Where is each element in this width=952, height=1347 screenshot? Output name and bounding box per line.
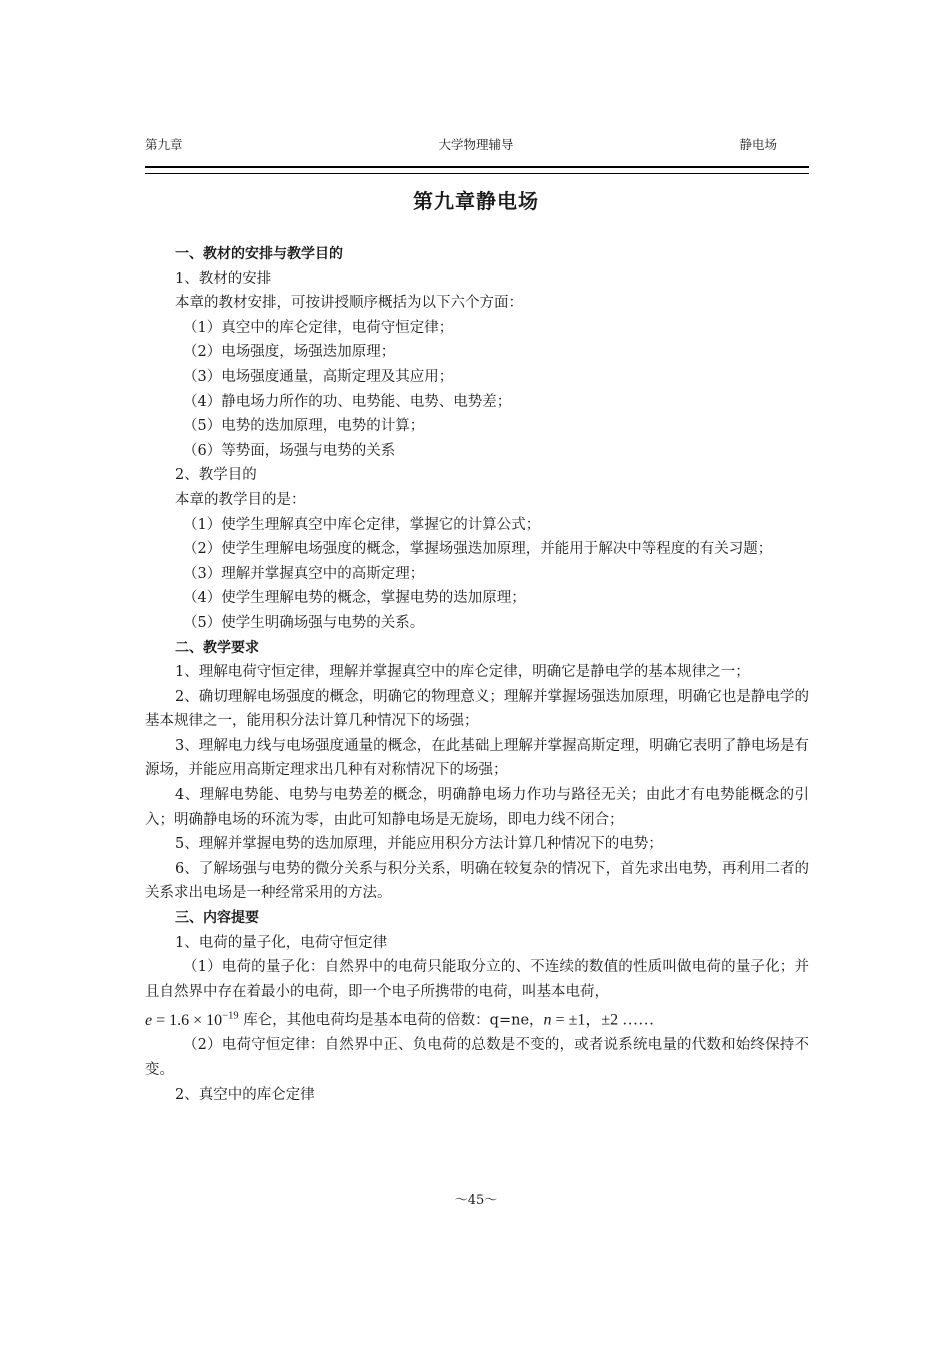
requirement-item: 1、理解电荷守恒定律，理解并掌握真空中的库仑定律，明确它是静电学的基本规律之一； bbox=[175, 664, 750, 681]
formula-text: 库仑，其他电荷均是基本电荷的倍数：q=ne， bbox=[243, 1012, 544, 1029]
formula-n-values: = ±1，±2 …… bbox=[551, 1011, 655, 1029]
list-item: （2）电场强度，场强迭加原理； bbox=[183, 344, 396, 361]
header-book-title: 大学物理辅导 bbox=[438, 137, 514, 152]
list-item: （6）等势面，场强与电势的关系 bbox=[183, 442, 396, 459]
chapter-title: 第九章静电场 bbox=[413, 189, 539, 213]
paragraph: 本章的教材安排，可按讲授顺序概括为以下六个方面： bbox=[175, 295, 523, 312]
page-number: ～45～ bbox=[454, 1193, 498, 1208]
formula-value: = 1.6 × 10 bbox=[152, 1011, 223, 1029]
section-heading-3: 三、内容提要 bbox=[175, 910, 259, 927]
header-rule-thin bbox=[145, 173, 809, 174]
subheading-charge-quantization: 1、电荷的量子化，电荷守恒定律 bbox=[175, 934, 388, 951]
list-item: （2）使学生理解电场强度的概念，掌握场强迭加原理，并能用于解决中等程度的有关习题； bbox=[183, 541, 773, 558]
formula-exponent: −19 bbox=[222, 1010, 239, 1022]
subheading-coulomb-law: 2、真空中的库仑定律 bbox=[175, 1086, 315, 1103]
header-rule-thick bbox=[145, 166, 809, 168]
list-item: （1）使学生理解真空中库仑定律，掌握它的计算公式； bbox=[183, 516, 541, 533]
formula-multiples bbox=[544, 1012, 655, 1029]
symbol-e: e bbox=[145, 1011, 153, 1029]
section-heading-2: 二、教学要求 bbox=[175, 639, 259, 656]
symbol-n: n bbox=[543, 1011, 552, 1029]
list-item: （3）理解并掌握真空中的高斯定理； bbox=[183, 565, 425, 582]
list-item: （3）电场强度通量，高斯定理及其应用； bbox=[183, 368, 454, 385]
paragraph: 本章的教学目的是： bbox=[175, 491, 306, 508]
list-item: （5）电势的迭加原理，电势的计算； bbox=[183, 418, 425, 435]
list-item: （1）真空中的库仑定律，电荷守恒定律； bbox=[183, 319, 454, 336]
list-item: （4）使学生理解电势的概念，掌握电势的迭加原理； bbox=[183, 590, 526, 607]
formula-line bbox=[145, 1004, 809, 1033]
document-body bbox=[145, 242, 809, 1107]
formula-elementary-charge bbox=[145, 1012, 239, 1029]
subheading-goals: 2、教学目的 bbox=[175, 467, 257, 484]
section-heading-1: 一、教材的安排与教学目的 bbox=[175, 246, 343, 262]
paragraph: （2）电荷守恒定律：自然界中正、负电荷的总数是不变的，或者说系统电量的代数和始终保持不变。 bbox=[145, 1037, 809, 1078]
paragraph: （1）电荷的量子化：自然界中的电荷只能取分立的、不连续的数值的性质叫做电荷的量子化；并且自然界中存在着最小的电荷，即一个电子所携带的电荷，叫基本电荷， bbox=[145, 959, 809, 1000]
requirement-item: 6、了解场强与电势的微分关系与积分关系，明确在较复杂的情况下，首先求出电势，再利用二者的关系求出电场是一种经常采用的方法。 bbox=[145, 860, 809, 902]
requirement-item: 4、理解电势能、电势与电势差的概念，明确静电场力作功与路径无关；由此才有电势能概念的引入；明确静电场的环流为零，由此可知静电场是无旋场，即电力线不闭合； bbox=[145, 787, 809, 828]
list-item: （4）静电场力所作的功、电势能、电势、电势差； bbox=[183, 393, 512, 410]
subheading-arrangement: 1、教材的安排 bbox=[175, 270, 272, 287]
requirement-item: 2、确切理解电场强度的概念，明确它的物理意义；理解并掌握场强迭加原理，明确它也是静电学的基本规律之一，能用积分法计算几种情况下的场强； bbox=[145, 688, 809, 730]
requirement-item: 3、理解电力线与电场强度通量的概念，在此基础上理解并掌握高斯定理，明确它表明了静电场是有源场，并能应用高斯定理求出几种有对称情况下的场强； bbox=[145, 737, 809, 779]
list-item: （5）使学生明确场强与电势的关系。 bbox=[183, 614, 425, 631]
header-chapter: 第九章 bbox=[145, 137, 183, 152]
requirement-item: 5、理解并掌握电势的迭加原理，并能应用积分方法计算几种情况下的电势； bbox=[175, 836, 663, 853]
header-topic: 静电场 bbox=[739, 137, 777, 152]
